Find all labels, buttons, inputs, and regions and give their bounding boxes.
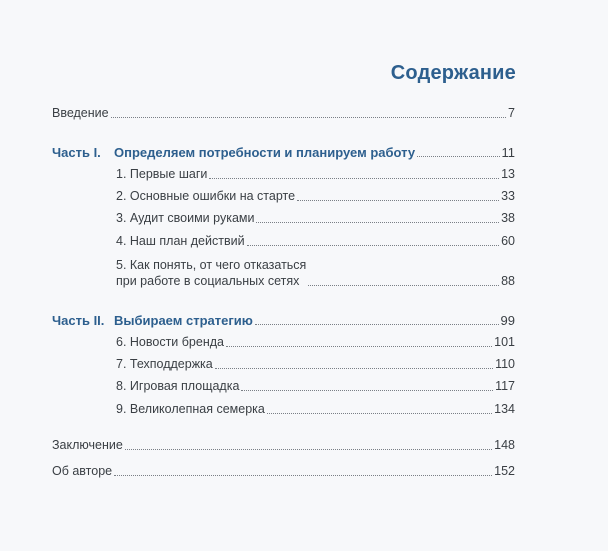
toc-entry-label-line1: 5. Как понять, от чего отказаться xyxy=(116,258,307,272)
leader-dots xyxy=(256,221,499,223)
page-title: Содержание xyxy=(390,62,516,84)
toc-entry-label: 8. Игровая площадка xyxy=(116,379,240,393)
toc-entry-label: Введение xyxy=(52,106,109,120)
toc-part-1 xyxy=(52,145,515,160)
toc-page-number: 101 xyxy=(494,335,515,349)
toc-page-number: 11 xyxy=(501,145,515,160)
toc-chapter-1 xyxy=(52,167,515,182)
toc-page-number: 60 xyxy=(501,234,515,248)
toc-entry-conclusion xyxy=(52,438,515,453)
toc-chapter-2 xyxy=(52,189,515,204)
toc-entry-intro xyxy=(52,106,515,121)
toc-chapter-6 xyxy=(52,335,515,350)
toc-part-2 xyxy=(52,313,515,328)
part-label: Часть I. xyxy=(52,145,101,160)
leader-dots xyxy=(215,367,493,369)
leader-dots xyxy=(267,412,492,414)
leader-dots xyxy=(114,474,492,476)
toc-page-number: 38 xyxy=(501,211,515,225)
toc-entry-label: 7. Техподдержка xyxy=(116,357,213,371)
leader-dots xyxy=(241,389,493,391)
leader-dots xyxy=(226,345,492,347)
toc-entry-label: Заключение xyxy=(52,438,123,452)
toc-page-number: 13 xyxy=(501,167,515,181)
leader-dots xyxy=(255,323,499,325)
part-title: Определяем потребности и планируем работу xyxy=(114,145,416,160)
leader-dots xyxy=(308,284,499,286)
toc-page-number: 99 xyxy=(500,313,515,328)
leader-dots xyxy=(297,199,499,201)
toc-chapter-7 xyxy=(52,357,515,372)
toc-entry-label: 9. Великолепная семерка xyxy=(116,402,265,416)
toc-entry-label: 4. Наш план действий xyxy=(116,234,245,248)
toc-chapter-4 xyxy=(52,234,515,249)
toc-page-number: 110 xyxy=(495,357,515,371)
toc-entry-about xyxy=(52,464,515,479)
toc-page-number: 7 xyxy=(508,106,515,120)
toc-chapter-9 xyxy=(52,402,515,417)
leader-dots xyxy=(111,116,506,118)
toc-entry-label: 6. Новости бренда xyxy=(116,335,224,349)
toc-entry-label: Об авторе xyxy=(52,464,113,478)
leader-dots xyxy=(417,155,499,157)
toc-entry-label: 3. Аудит своими руками xyxy=(116,211,255,225)
toc-page-number: 152 xyxy=(494,464,515,478)
leader-dots xyxy=(125,448,492,450)
part-title: Выбираем стратегию xyxy=(114,313,253,328)
leader-dots xyxy=(247,244,500,246)
toc-entry-label: 2. Основные ошибки на старте xyxy=(116,189,296,203)
toc-chapter-3 xyxy=(52,211,515,226)
toc-entry-label: 1. Первые шаги xyxy=(116,167,208,181)
toc-page-number: 88 xyxy=(501,274,515,288)
toc-chapter-8 xyxy=(52,379,515,394)
toc-page-number: 117 xyxy=(495,379,515,393)
toc-page-number: 134 xyxy=(494,402,515,416)
part-label: Часть II. xyxy=(52,313,105,328)
leader-dots xyxy=(209,177,499,179)
toc-page-number: 148 xyxy=(494,438,515,452)
toc-entry-label-line2: при работе в социальных сетях xyxy=(116,274,300,288)
toc-page-number: 33 xyxy=(501,189,515,203)
toc-chapter-5 xyxy=(52,257,515,289)
